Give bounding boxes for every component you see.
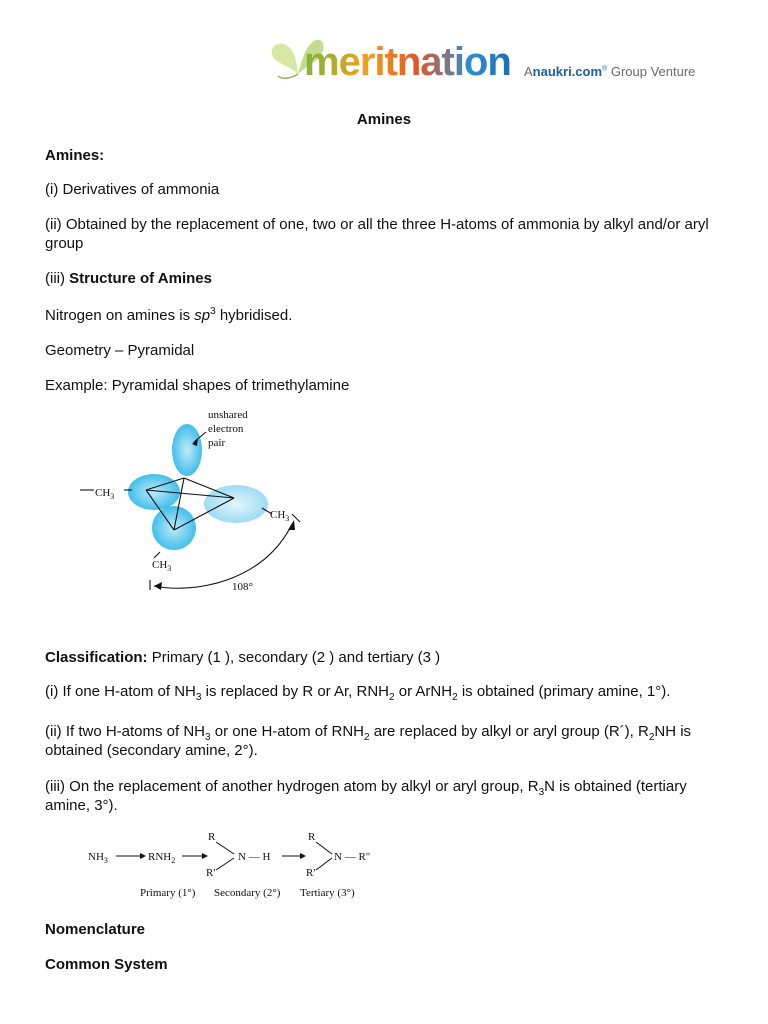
brand-wordmark [304, 38, 511, 86]
label-ch3-bottom: $CH_3$ [152, 559, 172, 573]
scheme-tertiary-label: Tertiary (3°) [300, 887, 355, 899]
classification-i: (i) If one H-atom of $NH_3$ is replaced by R or Ar, $RNH_2$ or ArNH$_2$ is obtained (primary amine, 1°). [45, 683, 671, 703]
scheme-tert-r: R [308, 831, 316, 843]
section-heading: Amines: [45, 147, 105, 164]
scheme-tert-rprime: R' [306, 867, 316, 879]
scheme-sec-rprime: R' [206, 867, 216, 879]
brand-word: meritnation [304, 40, 511, 84]
classification-line: Classification: Primary (1 ), secondary (2 ) and tertiary (3 ) [45, 649, 441, 666]
paragraph-iii: (iii) Structure of Amines [45, 270, 212, 287]
nomenclature-heading: Nomenclature [45, 921, 146, 938]
example-line: Example: Pyramidal shapes of trimethylamine [45, 377, 350, 394]
geometry-line: Geometry – Pyramidal [45, 342, 195, 359]
scheme-sec-r: R [208, 831, 216, 843]
paragraph-i: (i) Derivatives of ammonia [45, 181, 220, 198]
common-system-heading: Common System [45, 956, 168, 973]
page-title: Amines [356, 111, 412, 128]
naukri-mark: naukri.com [532, 64, 603, 79]
scheme-nh3: $NH_3$ [88, 851, 108, 865]
label-unshared: unshared [208, 409, 248, 421]
label-ch3-right: $CH_3$ [270, 509, 290, 523]
scheme-sec-nh: N — H [238, 851, 271, 863]
scheme-tert-nr: N — R" [334, 851, 371, 863]
classification-ii: (ii) If two H-atoms of $NH_3$ or one H-atom of $RNH_2$ are replaced by alkyl or aryl group (R´), $R_2NH$ is obtained (secondary amine, 2°). [45, 723, 692, 759]
hybridisation-line: Nitrogen on amines is $sp^3$ hybridised. [45, 306, 293, 324]
trimethylamine-figure [74, 404, 314, 602]
brand-tagline: Anaukri.com® Group Venture [524, 64, 696, 79]
label-pair: pair [208, 437, 226, 449]
scheme-rnh2: $RNH_2$ [148, 851, 176, 865]
classification-iii: (iii) On the replacement of another hydrogen atom by alkyl or aryl group, $R_3N$ is obtained (tertiary amine, 3°). [45, 778, 687, 814]
right-lobe [204, 485, 268, 523]
label-bond-angle: 108° [232, 581, 253, 593]
scheme-primary-label: Primary (1°) [140, 887, 196, 899]
lone-pair-lobe [172, 424, 202, 476]
paragraph-ii: (ii) Obtained by the replacement of one, two or all the three H-atoms of ammonia by alkyl and/or aryl group [45, 216, 709, 252]
amine-classification-scheme [82, 826, 382, 902]
meritnation-logo [268, 34, 728, 96]
scheme-secondary-label: Secondary (2°) [214, 887, 281, 899]
label-ch3-left: $CH_3$ [95, 487, 115, 501]
label-electron: electron [208, 423, 244, 435]
